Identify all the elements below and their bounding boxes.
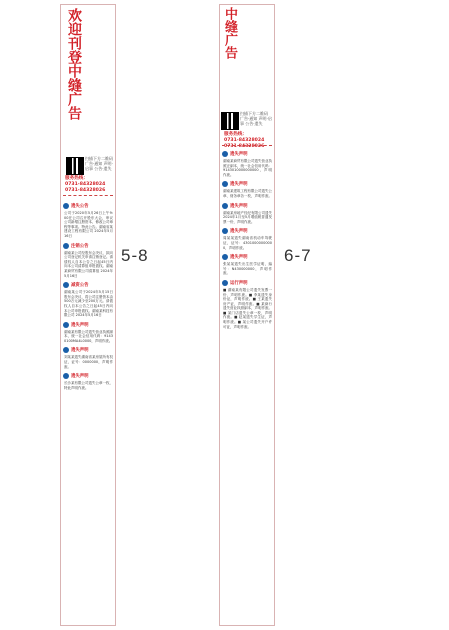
page-label-right: 6-7: [284, 246, 312, 265]
notice-item: [220, 279, 274, 329]
notice-item: [61, 202, 115, 239]
ad-column-title: 中缝广告: [222, 7, 237, 59]
notice-heading: 遗失公告: [71, 204, 89, 209]
notice-body: 张某某遗失出生医学证明，编号：N430000000，声明作废。: [223, 262, 272, 276]
notice-item: [220, 253, 274, 276]
page-label-left: 5-8: [121, 246, 149, 265]
bullet-icon: [63, 282, 69, 288]
notice-heading: 减资公告: [71, 283, 89, 289]
notice-body: 湖南某建筑工程有限公司遗失公章、财务章各一枚，声明作废。: [223, 189, 272, 198]
notice-item: [61, 281, 115, 318]
notice-body: 长沙某有限公司遗失公章一枚，特此声明作废。: [64, 381, 113, 390]
notice-body: 刘某某遗失湖南省某房屋所有权证，证号：0000000，声明作废。: [64, 355, 113, 369]
bullet-icon: [63, 243, 69, 249]
hotline-number-1: 0731-84328024: [65, 182, 106, 187]
bullet-icon: [222, 254, 228, 260]
notice-item: [220, 227, 274, 250]
notice-body: 湖南某公司于2024年5月15日股东会决议，将公司注册资本由500万元减少至200万元。请债权人自本公告之日起45日内向本公司申报债权。湖南某科技有限公司 2024年5月16日: [64, 290, 113, 318]
ad-column-title: 欢迎刊登中缝广告: [66, 8, 82, 120]
notice-body: 周某某遗失湖南省机动车驾驶证，证号：43010000000000，声明作废。: [223, 236, 272, 250]
notice-heading: 遗失声明: [71, 322, 89, 328]
notice-heading: 注销公告: [71, 243, 89, 249]
hotline-label: 服务热线：: [224, 132, 247, 137]
notice-item: [61, 372, 115, 390]
notice-item: [61, 242, 115, 279]
hotline-label: 服务热线：: [65, 176, 88, 181]
qr-note: 扫描下方二维码 广告·通知 声明·启事 公告·遗失: [85, 156, 113, 171]
notice-body: ■ 湖南某有限公司遗失发票一份，声明作废。■ 李某遗失身份证，声明作废。■ 王某遗失房产证，声明作废。■ 某商行遗失营业执照副本，声明作废。■ 某门店遗失公章一枚，声明作废。■ 赵某遗失学生证，声明作废。■ 某公司遗失开户许可证，声明作废。: [223, 287, 272, 329]
bullet-icon: [63, 322, 69, 328]
notice-heading: 遗失声明: [230, 152, 248, 157]
notice-item: [61, 346, 115, 369]
divider: [63, 195, 113, 196]
bullet-icon: [222, 151, 228, 157]
notice-heading: 遗失声明: [230, 182, 248, 188]
notice-heading: 遗失声明: [71, 374, 89, 380]
hotline-number-2: 0731-84328026: [224, 144, 265, 149]
hotline-number-1: 0731-84328024: [224, 138, 265, 143]
notice-heading: 遗失声明: [230, 229, 248, 235]
notice-body: 湖南某商贸有限公司遗失营业执照正副本，统一社会信用代码：9143010000000000，声明作废。: [223, 159, 272, 177]
notice-feed: [220, 147, 274, 330]
notice-heading: 遗失声明: [71, 348, 89, 354]
bullet-icon: [63, 347, 69, 353]
notice-heading: 遗失声明: [230, 203, 248, 209]
notice-body: 湖南某公司经股东会决议，拟向公司登记机关申请注销登记。请债权人自本公告之日起45日内向本公司清算组申报债权。湖南某商贸有限公司清算组 2024年5月16日: [64, 250, 113, 278]
right-ad-column: [219, 4, 275, 626]
notice-item: [220, 150, 274, 177]
qr-code-icon: [66, 157, 84, 175]
bullet-icon: [63, 373, 69, 379]
hotline-number-2: 0731-84328026: [65, 188, 106, 193]
left-ad-column: [60, 4, 116, 626]
qr-note: 扫描下方二维码 广告·通知 声明·启事 公告·遗失: [240, 111, 272, 126]
bullet-icon: [222, 203, 228, 209]
notice-heading: 遗失声明: [230, 255, 248, 261]
bullet-icon: [63, 203, 69, 209]
notice-body: 湖南某房地产经纪有限公司遗失2024年1月至5月增值税普通发票一份，声明作废。: [223, 210, 272, 224]
notice-body: 湖南某有限公司遗失营业执照副本，统一社会信用代码：91430100MA4L0000，声明作废。: [64, 329, 113, 343]
divider: [222, 145, 272, 146]
notice-item: [220, 180, 274, 198]
bullet-icon: [222, 228, 228, 234]
notice-item: [220, 202, 274, 225]
notice-item: [61, 321, 115, 344]
notice-body: 公司于2020年5月26日上午9:00在公司召开股东大会，审议公司新增注册资本、修改公司章程等事项。特此公告。湖南省某建设工程有限公司 2024年5月16日: [64, 211, 113, 238]
bullet-icon: [222, 181, 228, 187]
notice-heading: 运行声明: [230, 280, 248, 286]
bullet-icon: [222, 280, 228, 286]
notice-feed: [61, 199, 115, 391]
service-hotline: [65, 176, 113, 194]
qr-code-icon: [221, 112, 239, 130]
